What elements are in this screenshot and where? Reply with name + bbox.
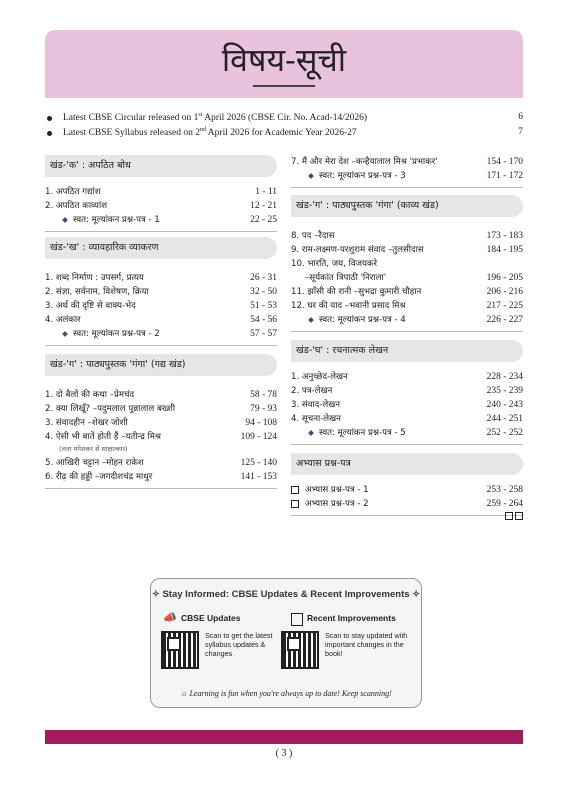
info-footer: ☼ Learning is fun when you're always up to date! Keep scanning!	[180, 689, 392, 698]
toc-item[interactable]: 5. आखिरी चट्टान –मोहन राकेश 125 - 140	[45, 458, 277, 468]
diamond-icon	[308, 317, 314, 323]
megaphone-icon: 📣	[163, 611, 177, 624]
checkbox-icon	[291, 500, 299, 508]
toc-item[interactable]: 2. क्या लिखूँ? –पदुमलाल पुन्नालाल बख्शी 79 - 93	[45, 404, 277, 414]
page-number: ( 3 )	[275, 748, 293, 759]
divider	[291, 515, 523, 516]
left-column	[45, 155, 277, 489]
title-underline	[253, 85, 315, 87]
divider	[45, 345, 277, 346]
toc-item[interactable]: 11. झाँसी की रानी –सुभद्रा कुमारी चौहान 206 - 216	[291, 287, 523, 297]
bullet-page: 7	[518, 127, 523, 137]
diamond-icon	[62, 331, 68, 337]
square-icon	[515, 512, 523, 520]
toc-item[interactable]: 1. अपठित गद्यांश 1 - 11	[45, 187, 277, 197]
improve-text: Scan to stay updated with important changes in the book!	[325, 631, 408, 658]
improve-header: Recent Improvements	[291, 609, 416, 629]
bullet-dot-icon	[47, 116, 52, 121]
section-heading-d: खंड-'ग' : पाठ्यपुस्तक 'गंगा' (काव्य खंड)	[291, 195, 523, 217]
bullet-circular[interactable]: Latest CBSE Circular released on 1st April 2026 (CBSE Cir. No. Acad-14/2026) 6	[45, 112, 523, 126]
toc-item[interactable]: 12. घर की याद –भवानी प्रसाद मिश्र 217 - 225	[291, 301, 523, 311]
toc-item[interactable]: 2. संज्ञा, सर्वनाम, विशेषण, क्रिया 32 - 50	[45, 287, 277, 297]
book-icon	[291, 613, 303, 626]
info-box	[150, 578, 422, 708]
toc-item[interactable]: अभ्यास प्रश्न-पत्र - 2 259 - 264	[291, 497, 523, 511]
toc-item[interactable]: 9. राम-लक्ष्मण-परशुराम संवाद –तुलसीदास 184 - 195	[291, 245, 523, 255]
toc-item[interactable]: 3. संवाद-लेखन 240 - 243	[291, 400, 523, 410]
qr-code-icon[interactable]	[281, 631, 319, 669]
toc-item[interactable]: 4. सूचना-लेखन 244 - 251	[291, 414, 523, 424]
page-title: विषय-सूची	[221, 41, 347, 79]
bullet-page: 6	[518, 112, 523, 122]
divider	[45, 231, 277, 232]
divider	[291, 444, 523, 445]
title-banner	[45, 30, 523, 98]
divider	[291, 187, 523, 188]
qr-code-icon[interactable]	[161, 631, 199, 669]
section-heading-b: खंड-'ख' : व्यावहारिक व्याकरण	[45, 237, 277, 259]
toc-item[interactable]: अभ्यास प्रश्न-पत्र - 1 253 - 258	[291, 483, 523, 497]
toc-item[interactable]: 2. अपठित काव्यांश 12 - 21	[45, 201, 277, 211]
toc-item[interactable]: 4. अलंकार 54 - 56	[45, 315, 277, 325]
toc-item[interactable]: 7. मैं और मेरा देश –कन्हैयालाल मिश्र 'प्रभाकर' 154 - 170	[291, 157, 523, 167]
sparkle-icon: ✧	[151, 589, 163, 600]
toc-item-test[interactable]: स्वत: मूल्यांकन प्रश्न-पत्र - 4 226 - 227	[291, 313, 523, 327]
section-heading-a: खंड-'क' : अपठित बोध	[45, 155, 277, 177]
bullet-syllabus[interactable]: Latest CBSE Syllabus released on 2nd April 2026 for Academic Year 2026-27 7	[45, 127, 523, 141]
toc-item[interactable]: 4. ऐसी भी बातें होती हैं –यतीन्द्र मिश्र 109 - 124	[45, 432, 277, 442]
divider	[291, 331, 523, 332]
diamond-icon	[308, 430, 314, 436]
toc-item-test[interactable]: स्वत: मूल्यांकन प्रश्न-पत्र - 1 22 - 25	[45, 213, 277, 227]
toc-item[interactable]: 6. रीढ़ की हड्डी –जगदीशचंद्र माथुर 141 - 153	[45, 472, 277, 482]
bottom-color-bar	[45, 730, 523, 744]
toc-item[interactable]: 1. दो बैलों की कथा –प्रेमचंद 58 - 78	[45, 390, 277, 400]
checkbox-icon	[291, 486, 299, 494]
toc-item-test[interactable]: स्वत: मूल्यांकन प्रश्न-पत्र - 2 57 - 57	[45, 327, 277, 341]
section-heading-c: खंड-'ग' : पाठ्यपुस्तक 'गंगा' (गद्य खंड)	[45, 354, 277, 376]
section-heading-e: खंड-'घ' : रचनात्मक लेखन	[291, 340, 523, 362]
diamond-icon	[62, 217, 68, 223]
bullet-dot-icon	[47, 131, 52, 136]
right-column	[291, 155, 523, 516]
divider	[45, 488, 277, 489]
toc-item-test[interactable]: स्वत: मूल्यांकन प्रश्न-पत्र - 3 171 - 172	[291, 169, 523, 183]
updates-text: Scan to get the latest syllabus updates & changes	[205, 631, 273, 658]
toc-item[interactable]: 1. शब्द निर्माण : उपसर्ग, प्रत्यय 26 - 31	[45, 273, 277, 283]
toc-item-cont[interactable]: –सूर्यकांत त्रिपाठी 'निराला' 196 - 205	[305, 273, 523, 283]
diamond-icon	[308, 173, 314, 179]
updates-header: 📣 CBSE Updates	[163, 611, 241, 624]
toc-item[interactable]: 8. पद –रैदास 173 - 183	[291, 231, 523, 241]
toc-item[interactable]: 3. संवादहीन –शेखर जोशी 94 - 108	[45, 418, 277, 428]
square-icon	[505, 512, 513, 520]
toc-note: (लता मंगेशकर से साक्षात्कार)	[59, 445, 128, 453]
toc-item[interactable]: 1. अनुच्छेद-लेखन 228 - 234	[291, 372, 523, 382]
toc-item[interactable]: 10. भारति, जय, विजयकरे	[291, 259, 378, 269]
sparkle-icon: ✧	[409, 589, 421, 600]
lightbulb-icon: ☼	[180, 689, 190, 698]
toc-item-test[interactable]: स्वत: मूल्यांकन प्रश्न-पत्र - 5 252 - 252	[291, 426, 523, 440]
info-heading: ✧ Stay Informed: CBSE Updates & Recent Improvements ✧	[151, 589, 421, 600]
toc-item[interactable]: 3. अर्थ की दृष्टि से वाक्य-भेद 51 - 53	[45, 301, 277, 311]
toc-item[interactable]: 2. पत्र-लेखन 235 - 239	[291, 386, 523, 396]
section-heading-f: अभ्यास प्रश्न-पत्र	[291, 453, 523, 475]
